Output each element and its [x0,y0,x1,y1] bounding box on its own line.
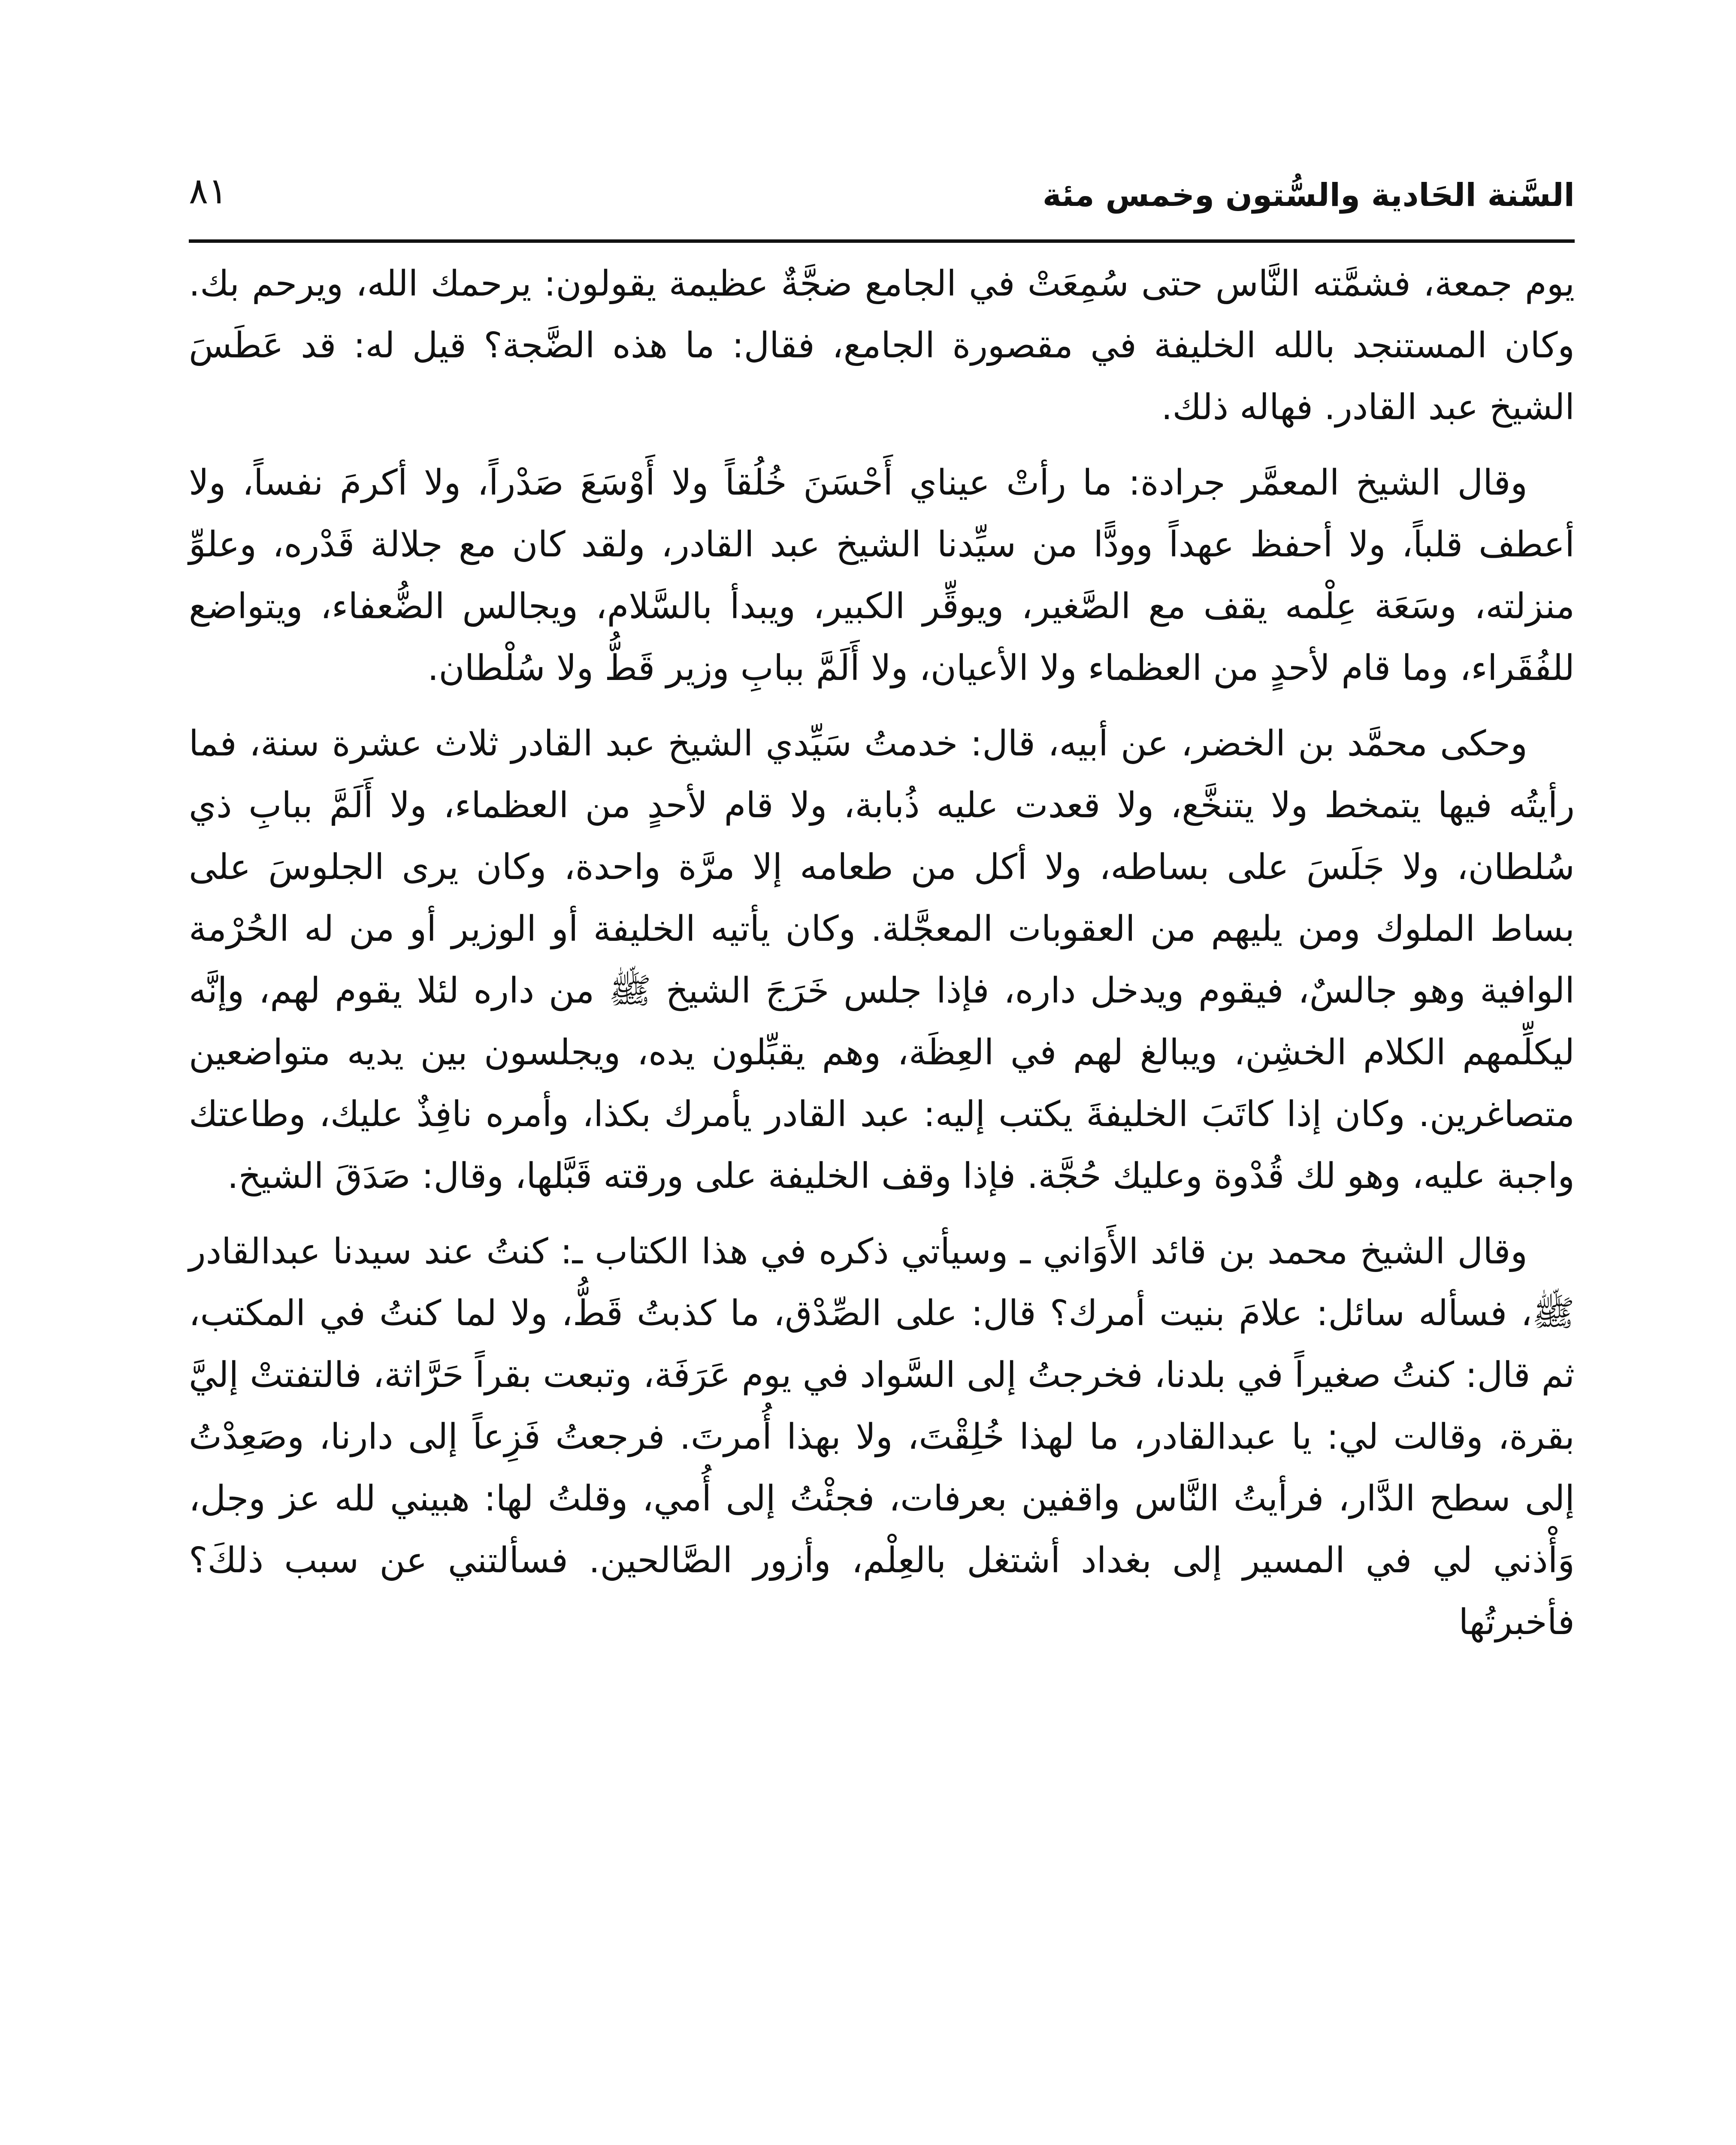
page-number: ٨١ [189,170,228,212]
page-body [189,253,1575,1653]
paragraph-3: وحكى محمَّد بن الخضر، عن أبيه، قال: خدمتُ سَيِّدي الشيخ عبد القادر ثلاث عشرة سنة، فما رأيتُه فيها يتمخط ولا يتنخَّع، ولا قعدت عليه ذُبابة، ولا قام لأحدٍ من العظماء، ولا أَلَمَّ ببابِ ذي سُلطان، ولا جَلَسَ على بساطه، ولا أكل من طعامه إلا مرَّة واحدة، وكان يرى الجلوسَ على بساط الملوك ومن يليهم من العقوبات المعجَّلة. وكان يأتيه الخليفة أو الوزير أو من له الحُرْمة الوافية وهو جالسٌ، فيقوم ويدخل داره، فإذا جلس خَرَجَ الشيخ ﷺ من داره لئلا يقوم لهم، وإنَّه ليكلِّمهم الكلام الخشِن، ويبالغ لهم في العِظَة، وهم يقبِّلون يده، ويجلسون بين يديه متواضعين متصاغرين. وكان إذا كاتَبَ الخليفةَ يكتب إليه: عبد القادر يأمرك بكذا، وأمره نافِذٌ عليك، وطاعتك واجبة عليه، وهو لك قُدْوة وعليك حُجَّة. فإذا وقف الخليفة على ورقته قَبَّلها، وقال: صَدَقَ الشيخ. [189,723,1575,1196]
running-title: السَّنة الحَادية والسُّتون وخمس مئة [1042,177,1575,214]
header-rule [189,239,1575,243]
paragraph-1: يوم جمعة، فشمَّته النَّاس حتى سُمِعَتْ في الجامع ضجَّةٌ عظيمة يقولون: يرحمك الله، ويرحم بك. وكان المستنجد بالله الخليفة في مقصورة الجامع، فقال: ما هذه الضَّجة؟ قيل له: قد عَطَسَ الشيخ عبد القادر. فهاله ذلك. [189,263,1575,428]
page-header [189,154,1575,240]
paragraph-2: وقال الشيخ المعمَّر جرادة: ما رأتْ عيناي أَحْسَنَ خُلُقاً ولا أَوْسَعَ صَدْراً، ولا أكرمَ نفساً، ولا أعطف قلباً، ولا أحفظ عهداً وودًّا من سيِّدنا الشيخ عبد القادر، ولقد كان مع جلالة قَدْره، وعلوِّ منزلته، وسَعَة عِلْمه يقف مع الصَّغير، ويوقِّر الكبير، ويبدأ بالسَّلام، ويجالس الضُّعفاء، ويتواضع للفُقَراء، وما قام لأحدٍ من العظماء ولا الأعيان، ولا أَلَمَّ ببابِ وزير قَطُّ ولا سُلْطان. [189,462,1575,689]
paragraph-4: وقال الشيخ محمد بن قائد الأَوَاني ـ وسيأتي ذكره في هذا الكتاب ـ: كنتُ عند سيدنا عبدالقادر ﷺ، فسأله سائل: علامَ بنيت أمرك؟ قال: على الصِّدْق، ما كذبتُ قَطُّ، ولا لما كنتُ في المكتب، ثم قال: كنتُ صغيراً في بلدنا، فخرجتُ إلى السَّواد في يوم عَرَفَة، وتبعت بقراً حَرَّاثة، فالتفتتْ إليَّ بقرة، وقالت لي: يا عبدالقادر، ما لهذا خُلِقْتَ، ولا بهذا أُمرتَ. فرجعتُ فَزِعاً إلى دارنا، وصَعِدْتُ إلى سطح الدَّار، فرأيتُ النَّاس واقفين بعرفات، فجئْتُ إلى أُمي، وقلتُ لها: هبيني لله عز وجل، وَأْذني لي في المسير إلى بغداد أشتغل بالعِلْم، وأزور الصَّالحين. فسألتني عن سبب ذلكَ؟ فأخبرتُها [189,1231,1575,1643]
